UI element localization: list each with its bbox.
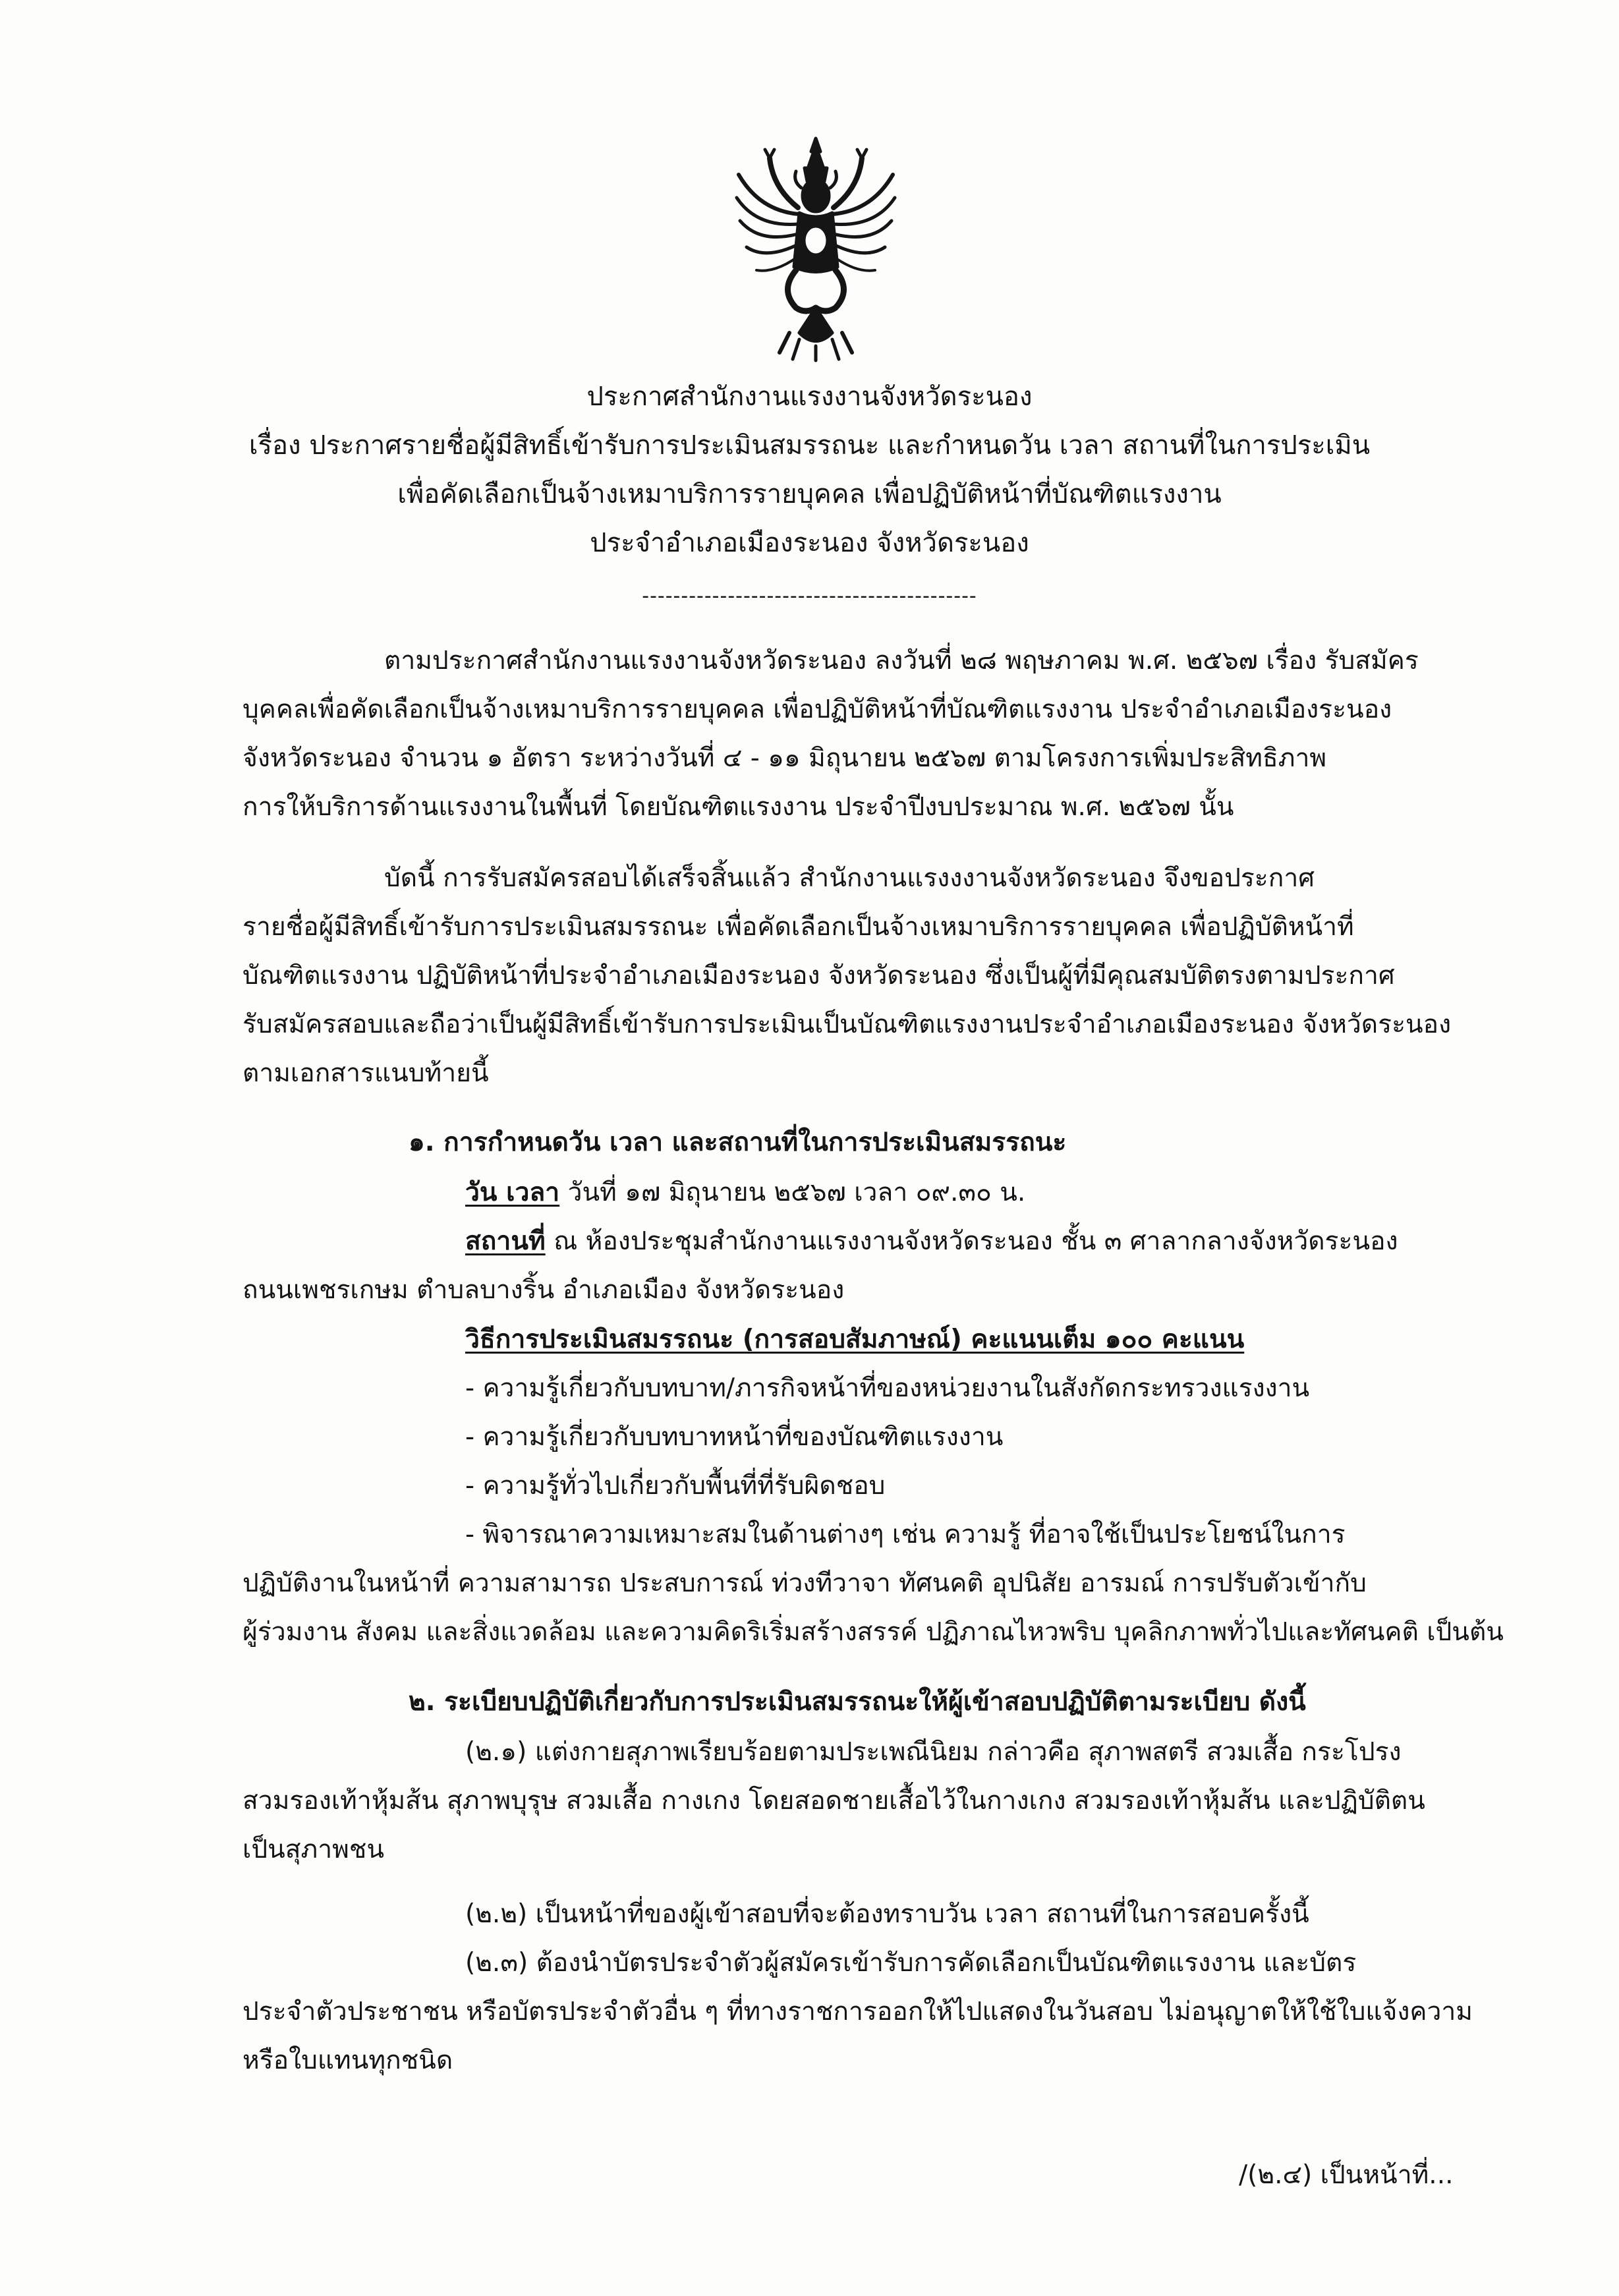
place-label: สถานที่ [465,1226,546,1256]
para1-line: จังหวัดระนอง จำนวน ๑ อัตรา ระหว่างวันที่ ๔ - ๑๑ มิถุนายน ๒๕๖๗ ตามโครงการเพิ่มประสิทธิภาพ [242,743,1327,773]
para2-line: รับสมัครสอบและถือว่าเป็นผู้มีสิทธิ์เข้ารับการประเมินเป็นบัณฑิตแรงงานประจำอำเภอเมืองระนอง จังหวัดระนอง [242,1010,1452,1039]
section2-heading: ๒. ระเบียบปฏิบัติเกี่ยวกับการประเมินสมรรถนะให้ผู้เข้าสอบปฏิบัติตามระเบียบ ดังนี้ [409,1687,1306,1717]
bullet-continuation: ผู้ร่วมงาน สังคม และสิ่งแวดล้อม และความคิดริเริ่มสร้างสรรค์ ปฏิภาณไหวพริบ บุคลิกภาพทั่วไปและทัศนคติ เป็นต้น [242,1617,1504,1647]
item-2-1-cont: เป็นสุภาพชน [242,1835,384,1864]
datetime-value: วันที่ ๑๗ มิถุนายน ๒๕๖๗ เวลา ๐๙.๓๐ น. [559,1178,1026,1207]
datetime-label: วัน เวลา [465,1178,560,1207]
place-line-2: ถนนเพชรเกษม ตำบลบางริ้น อำเภอเมือง จังหวัดระนอง [242,1275,845,1305]
para1-line: การให้บริการด้านแรงงานในพื้นที่ โดยบัณฑิตแรงงาน ประจำปีงบประมาณ พ.ศ. ๒๕๖๗ นั้น [242,792,1234,822]
continuation-note: /(๒.๔) เป็นหน้าที่... [1239,2160,1454,2190]
item-2-3-cont: ประจำตัวประชาชน หรือบัตรประจำตัวอื่น ๆ ที่ทางราชการออกให้ไปแสดงในวันสอบ ไม่อนุญาตให้ใช้ใบแจ้งความ [242,1997,1473,2026]
item-2-1: (๒.๑) แต่งกายสุภาพเรียบร้อยตามประเพณีนิยม กล่าวคือ สุภาพสตรี สวมเสื้อ กระโปรง [465,1737,1402,1767]
item-2-3-cont: หรือใบแทนทุกชนิด [242,2046,453,2075]
bullet-continuation: ปฏิบัติงานในหน้าที่ ความสามารถ ประสบการณ์ ท่วงทีวาจา ทัศนคติ อุปนิสัย อารมณ์ การปรับตัวเข้ากับ [242,1568,1367,1598]
para2-line: ตามเอกสารแนบท้ายนี้ [242,1058,489,1088]
subject-line-2: เพื่อคัดเลือกเป็นจ้างเหมาบริการรายบุคคล เพื่อปฏิบัติหน้าที่บัณฑิตแรงงาน [397,479,1222,509]
bullet-item: - ความรู้เกี่ยวกับบทบาทหน้าที่ของบัณฑิตแรงงาน [465,1422,1004,1452]
item-2-3: (๒.๓) ต้องนำบัตรประจำตัวผู้สมัครเข้ารับการคัดเลือกเป็นบัณฑิตแรงงาน และบัตร [465,1948,1357,1978]
subject-line-1: เรื่อง ประกาศรายชื่อผู้มีสิทธิ์เข้ารับการประเมินสมรรถนะ และกำหนดวัน เวลา สถานที่ในการประเมิน [248,430,1371,461]
document-title: ประกาศสำนักงานแรงงานจังหวัดระนอง [586,382,1033,412]
garuda-emblem-icon [733,135,898,362]
para2-line: บัดนี้ การรับสมัครสอบได้เสร็จสิ้นแล้ว สำนักงานแรงงงานจังหวัดระนอง จึงขอประกาศ [384,863,1315,893]
datetime-row [465,1178,1025,1209]
item-2-1-cont: สวมรองเท้าหุ้มส้น สุภาพบุรุษ สวมเสื้อ กางเกง โดยสอดชายเสื้อไว้ในกางเกง สวมรองเท้าหุ้มส้น และปฏิบัติตน [242,1786,1425,1816]
method-heading: วิธีการประเมินสมรรถนะ (การสอบสัมภาษณ์) คะแนนเต็ม ๑๐๐ คะแนน [465,1325,1245,1354]
bullet-item: - พิจารณาความเหมาะสมในด้านต่างๆ เช่น ความรู้ ที่อาจใช้เป็นประโยชน์ในการ [465,1520,1346,1549]
para2-line: บัณฑิตแรงงาน ปฏิบัติหน้าที่ประจำอำเภอเมืองระนอง จังหวัดระนอง ซึ่งเป็นผู้ที่มีคุณสมบัติตรงตามประกาศ [242,961,1395,990]
bullet-item: - ความรู้ทั่วไปเกี่ยวกับพื้นที่ที่รับผิดชอบ [465,1471,886,1501]
item-2-2: (๒.๒) เป็นหน้าที่ของผู้เข้าสอบที่จะต้องทราบวัน เวลา สถานที่ในการสอบครั้งนี้ [465,1899,1309,1929]
header-divider: ------------------------------------------- [642,585,977,608]
para2-line: รายชื่อผู้มีสิทธิ์เข้ารับการประเมินสมรรถนะ เพื่อคัดเลือกเป็นจ้างเหมาบริการรายบุคคล เพื่อปฏิบัติหน้าที่ [242,912,1354,942]
place-row [465,1226,1398,1257]
subject-line-3: ประจำอำเภอเมืองระนอง จังหวัดระนอง [590,528,1029,558]
section1-heading: ๑. การกำหนดวัน เวลา และสถานที่ในการประเมินสมรรถนะ [409,1128,1067,1157]
place-value: ณ ห้องประชุมสำนักงานแรงงานจังหวัดระนอง ชั้น ๓ ศาลากลางจังหวัดระนอง [545,1226,1398,1256]
para1-line: ตามประกาศสำนักงานแรงงานจังหวัดระนอง ลงวันที่ ๒๘ พฤษภาคม พ.ศ. ๒๕๖๗ เรื่อง รับสมัคร [384,646,1419,675]
para1-line: บุคคลเพื่อคัดเลือกเป็นจ้างเหมาบริการรายบุคคล เพื่อปฏิบัติหน้าที่บัณฑิตแรงงาน ประจำอำเภอเมืองระนอง [242,695,1392,724]
bullet-item: - ความรู้เกี่ยวกับบทบาท/ภารกิจหน้าที่ของหน่วยงานในสังกัดกระทรวงแรงงาน [465,1373,1310,1403]
